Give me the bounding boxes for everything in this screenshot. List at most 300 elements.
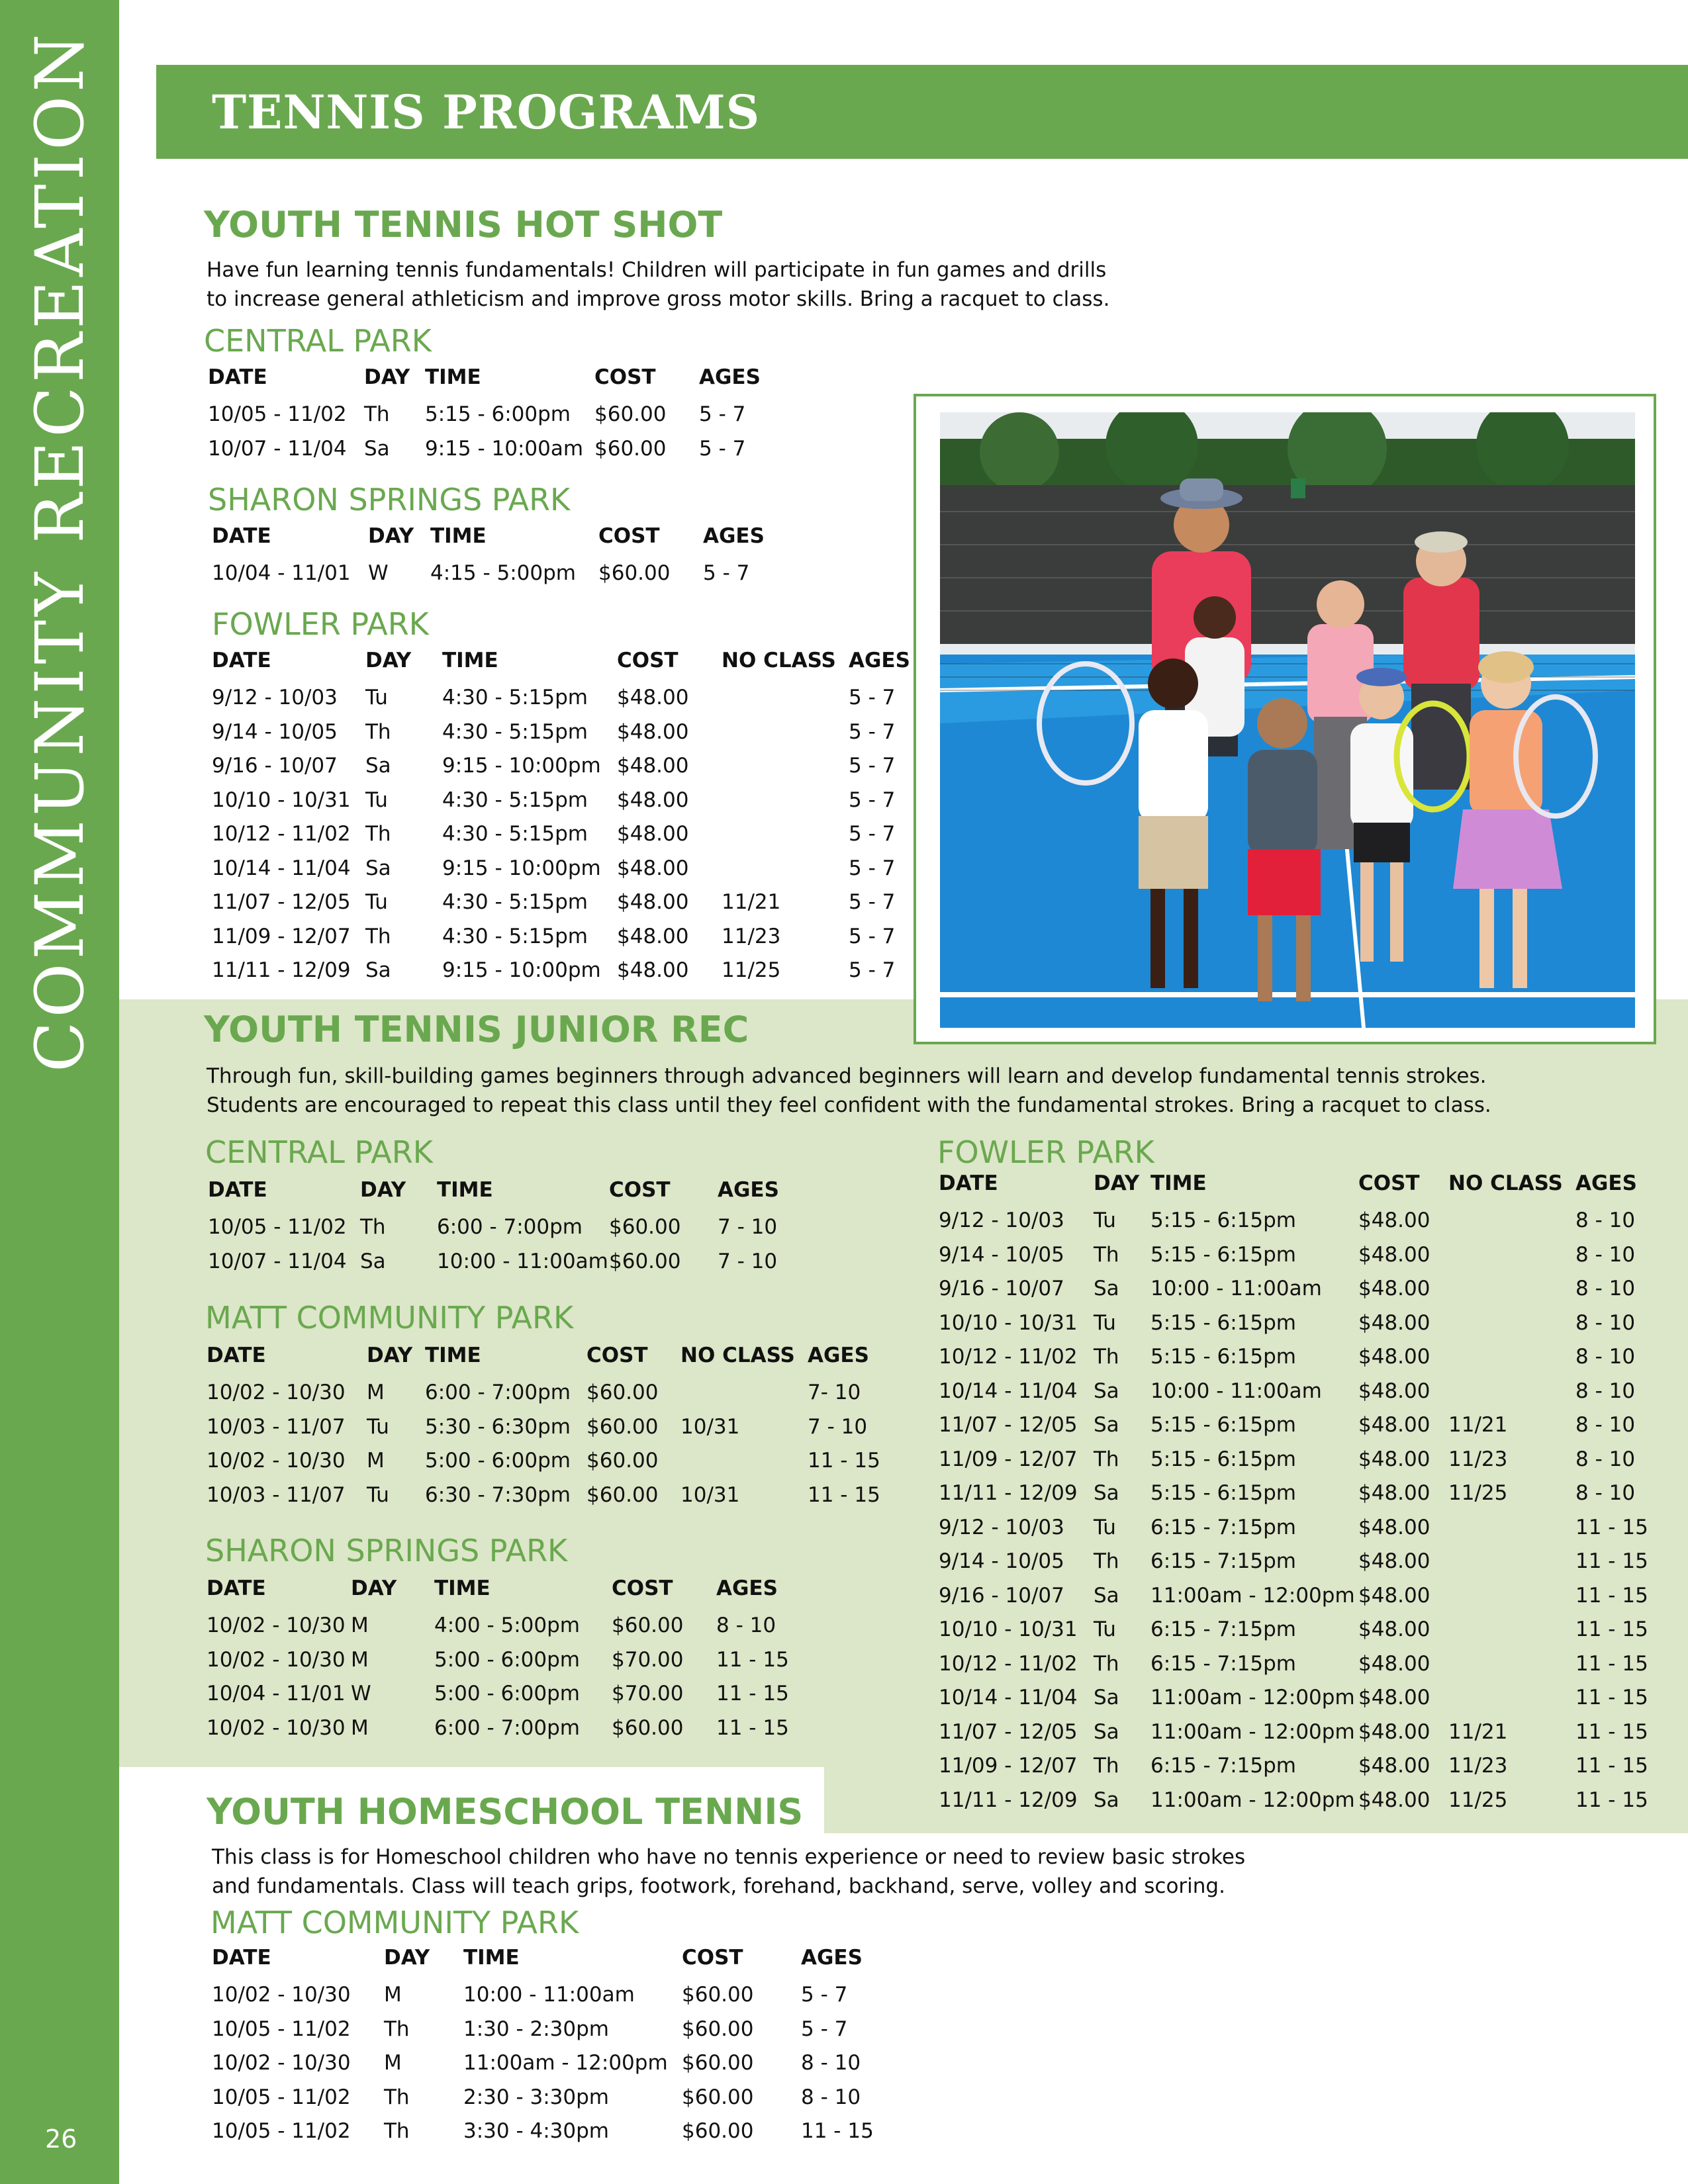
column-header: AGES (703, 524, 765, 548)
column-header: TIME (430, 524, 487, 548)
column-header: DAY (351, 1576, 397, 1600)
table-cell: 4:00 - 5:00pm (434, 1614, 580, 1637)
table-cell: 8 - 10 (801, 2085, 861, 2109)
table-row (212, 1983, 1006, 2012)
column-header: DAY (384, 1946, 430, 1970)
table-cell: 10/03 - 11/07 (207, 1482, 346, 1507)
table-cell: Tu (367, 1414, 389, 1439)
table-cell: 10:00 - 11:00am (437, 1249, 608, 1273)
table-cell: 5 - 7 (849, 822, 896, 846)
table-cell: 11 - 15 (1575, 1549, 1648, 1573)
table-row (212, 856, 1006, 886)
table-cell: 11/21 (1448, 1413, 1508, 1437)
table-cell: 5 - 7 (849, 958, 896, 982)
table-cell: 8 - 10 (1575, 1481, 1636, 1505)
table-cell: 10:00 - 11:00am (1150, 1277, 1322, 1300)
table-cell: 4:30 - 5:15pm (442, 686, 588, 709)
table-cell: 11/09 - 12/07 (939, 1754, 1078, 1778)
table-cell: Th (1094, 1242, 1119, 1267)
table-row (939, 1720, 1688, 1749)
table-cell: $60.00 (609, 1215, 681, 1239)
table-cell: 5 - 7 (849, 788, 896, 812)
table-cell: 9/14 - 10/05 (939, 1242, 1064, 1267)
table-cell: 10/31 (680, 1414, 740, 1439)
table-row (212, 754, 1006, 783)
table-cell: $48.00 (1358, 1379, 1430, 1403)
table-cell: $60.00 (682, 1983, 754, 2007)
homeschool-matt-park-name: MATT COMMUNITY PARK (211, 1905, 579, 1940)
table-row (207, 1483, 1001, 1512)
table-cell: 9:15 - 10:00pm (442, 754, 601, 778)
table-cell: Sa (1094, 1583, 1119, 1608)
table-cell: 5 - 7 (699, 402, 746, 426)
column-header: DAY (364, 365, 410, 389)
column-header: DATE (208, 1178, 267, 1202)
table-row (212, 890, 1006, 919)
table-cell: 11 - 15 (1575, 1788, 1648, 1812)
table-cell: $60.00 (586, 1381, 659, 1404)
table-cell: 10/07 - 11/04 (208, 436, 347, 461)
table-cell: 9/12 - 10/03 (939, 1515, 1064, 1539)
table-cell: $48.00 (1358, 1447, 1430, 1471)
table-row (212, 720, 1006, 749)
table-cell: $60.00 (682, 2119, 754, 2143)
table-row (208, 1215, 1002, 1244)
table-cell: $48.00 (617, 924, 689, 948)
table-header-row (939, 1171, 1688, 1201)
column-header: TIME (425, 365, 481, 389)
table-cell: 11/25 (1448, 1481, 1508, 1505)
table-cell: $60.00 (612, 1614, 684, 1637)
column-header: AGES (808, 1343, 869, 1367)
table-cell: Sa (360, 1249, 386, 1273)
table-row (939, 1788, 1688, 1817)
table-cell: Th (1094, 1345, 1119, 1369)
table-row (208, 1250, 1002, 1279)
homeschool-desc-line1: This class is for Homeschool children who have no tennis experience or need to review basic strokes (212, 1845, 1246, 1869)
table-cell: 11/23 (1448, 1447, 1508, 1471)
table-cell: 9:15 - 10:00pm (442, 856, 601, 880)
table-row (212, 822, 1006, 851)
hot-shot-fowler-park-name: FOWLER PARK (212, 606, 429, 642)
table-cell: 5 - 7 (849, 890, 896, 914)
table-row (208, 402, 1002, 432)
sidebar (0, 0, 119, 2184)
table-cell: Tu (365, 890, 388, 914)
table-cell: 11/11 - 12/09 (939, 1788, 1078, 1812)
table-row (212, 2051, 1006, 2080)
table-cell: 4:30 - 5:15pm (442, 719, 588, 744)
table-cell: 10/02 - 10/30 (212, 1983, 351, 2007)
table-cell: 5:15 - 6:15pm (1150, 1310, 1296, 1335)
table-cell: Th (1094, 1549, 1119, 1573)
table-cell: 5:30 - 6:30pm (425, 1414, 571, 1439)
table-cell: Th (1094, 1447, 1119, 1471)
sidebar-label: COMMUNITY RECREATION (21, 30, 99, 1072)
table-cell: 8 - 10 (1575, 1379, 1636, 1403)
table-cell: $60.00 (586, 1449, 659, 1473)
table-cell: 10/12 - 11/02 (939, 1651, 1078, 1676)
table-cell: $48.00 (617, 890, 689, 914)
page-number: 26 (45, 2124, 77, 2154)
table-header-row (208, 365, 1002, 394)
table-cell: $48.00 (617, 822, 689, 846)
column-header: DAY (360, 1178, 406, 1202)
table-cell: Tu (1094, 1208, 1116, 1232)
table-cell: 10/12 - 11/02 (939, 1345, 1078, 1369)
table-cell: Tu (1094, 1617, 1116, 1641)
column-header: NO CLASS (1448, 1171, 1563, 1195)
table-cell: Tu (1094, 1310, 1116, 1335)
table-cell: 9/16 - 10/07 (212, 754, 338, 778)
table-row (939, 1243, 1688, 1272)
photo-frame (914, 394, 1656, 1044)
table-cell: $48.00 (617, 958, 689, 982)
table-header-row (207, 1576, 1001, 1606)
column-header: TIME (442, 649, 498, 672)
column-header: DATE (207, 1343, 266, 1367)
table-row (207, 1381, 1001, 1410)
table-cell: 10/05 - 11/02 (212, 2085, 351, 2109)
table-cell: M (351, 1647, 369, 1672)
table-cell: 2:30 - 3:30pm (463, 2085, 609, 2109)
table-cell: 5:15 - 6:00pm (425, 402, 571, 426)
table-cell: 8 - 10 (1575, 1345, 1636, 1369)
table-row (939, 1208, 1688, 1238)
table-cell: M (384, 1983, 402, 2007)
table-cell: $48.00 (1358, 1788, 1430, 1812)
column-header: NO CLASS (680, 1343, 795, 1367)
column-header: DATE (212, 649, 271, 672)
table-cell: W (351, 1682, 371, 1706)
column-header: AGES (849, 649, 910, 672)
junior-matt-park-name: MATT COMMUNITY PARK (205, 1300, 574, 1336)
table-row (212, 561, 1006, 590)
column-header: AGES (699, 365, 761, 389)
table-cell: 10/07 - 11/04 (208, 1249, 347, 1273)
table-cell: 10/02 - 10/30 (207, 1614, 346, 1637)
table-cell: 10/03 - 11/07 (207, 1414, 346, 1439)
table-row (939, 1481, 1688, 1510)
table-cell: Sa (1094, 1788, 1119, 1812)
table-header-row (212, 524, 1006, 553)
table-row (207, 1716, 1001, 1745)
table-row (207, 1449, 1001, 1478)
table-cell: 9/14 - 10/05 (939, 1549, 1064, 1573)
table-row (939, 1754, 1688, 1783)
table-row (212, 925, 1006, 954)
table-cell: 10/14 - 11/04 (939, 1379, 1078, 1403)
page-title: TENNIS PROGRAMS (212, 85, 761, 140)
hot-shot-sharon-park-name: SHARON SPRINGS PARK (208, 482, 571, 518)
table-cell: 11/11 - 12/09 (212, 958, 351, 982)
table-cell: 4:15 - 5:00pm (430, 561, 576, 585)
table-cell: $48.00 (1358, 1481, 1430, 1505)
table-cell: Tu (1094, 1515, 1116, 1539)
table-cell: 5 - 7 (849, 924, 896, 948)
table-cell: 11 - 15 (1575, 1754, 1648, 1778)
table-cell: 11:00am - 12:00pm (463, 2051, 668, 2075)
table-cell: 5:15 - 6:15pm (1150, 1242, 1296, 1267)
table-cell: Sa (1094, 1413, 1119, 1437)
table-cell: 11 - 15 (1575, 1515, 1648, 1539)
table-cell: $70.00 (612, 1647, 684, 1672)
table-cell: 7 - 10 (718, 1249, 778, 1273)
table-cell: Th (1094, 1651, 1119, 1676)
table-cell: 11 - 15 (716, 1715, 789, 1740)
table-row (939, 1345, 1688, 1374)
table-cell: Th (365, 822, 391, 846)
table-row (207, 1682, 1001, 1711)
table-row (212, 686, 1006, 715)
table-row (212, 788, 1006, 817)
table-cell: 10/05 - 11/02 (208, 402, 347, 426)
junior-rec-desc-line1: Through fun, skill-building games beginners through advanced beginners will learn and develop fundamental tennis strokes. (207, 1064, 1487, 1088)
table-cell: 6:00 - 7:00pm (434, 1715, 580, 1740)
table-cell: $48.00 (1358, 1208, 1430, 1232)
table-row (212, 2119, 1006, 2148)
column-header: AGES (1575, 1171, 1637, 1195)
table-cell: 5:00 - 6:00pm (434, 1682, 580, 1706)
table-row (207, 1614, 1001, 1643)
column-header: DATE (212, 524, 271, 548)
table-row (939, 1447, 1688, 1477)
table-cell: $60.00 (594, 402, 667, 426)
table-cell: 10/31 (680, 1482, 740, 1507)
column-header: DAY (367, 1343, 413, 1367)
table-row (939, 1549, 1688, 1578)
table-cell: Sa (365, 754, 391, 778)
table-cell: 5:00 - 6:00pm (434, 1647, 580, 1672)
table-cell: 10/04 - 11/01 (207, 1682, 346, 1706)
table-cell: 11/21 (722, 890, 781, 914)
table-cell: Sa (1094, 1379, 1119, 1403)
table-cell: $60.00 (612, 1715, 684, 1740)
table-cell: 11/07 - 12/05 (939, 1719, 1078, 1744)
column-header: COST (682, 1946, 743, 1970)
table-cell: Sa (364, 436, 390, 461)
column-header: COST (609, 1178, 671, 1202)
junior-rec-title: YOUTH TENNIS JUNIOR REC (204, 1009, 749, 1050)
table-cell: 11/09 - 12/07 (212, 924, 351, 948)
table-row (939, 1516, 1688, 1545)
table-row (939, 1617, 1688, 1647)
table-cell: 10:00 - 11:00am (463, 1983, 635, 2007)
table-cell: 11 - 15 (1575, 1651, 1648, 1676)
table-cell: $48.00 (617, 686, 689, 709)
table-cell: 8 - 10 (1575, 1413, 1636, 1437)
table-cell: $48.00 (617, 719, 689, 744)
table-cell: Sa (1094, 1719, 1119, 1744)
table-cell: $48.00 (1358, 1242, 1430, 1267)
column-header: TIME (434, 1576, 491, 1600)
table-cell: Th (384, 2085, 410, 2109)
table-cell: 7 - 10 (718, 1215, 778, 1239)
table-cell: 5:15 - 6:15pm (1150, 1208, 1296, 1232)
table-cell: 11/07 - 12/05 (939, 1413, 1078, 1437)
table-cell: $48.00 (1358, 1617, 1430, 1641)
table-cell: 6:15 - 7:15pm (1150, 1754, 1296, 1778)
table-cell: 11/25 (1448, 1788, 1508, 1812)
table-cell: 10/14 - 11/04 (939, 1686, 1078, 1709)
table-cell: Th (384, 2119, 410, 2143)
table-header-row (208, 1178, 1002, 1207)
column-header: DATE (939, 1171, 998, 1195)
junior-fowler-park-name: FOWLER PARK (937, 1134, 1154, 1170)
table-header-row (212, 1946, 1006, 1975)
table-cell: 11 - 15 (801, 2119, 874, 2143)
table-cell: 1:30 - 2:30pm (463, 2017, 609, 2041)
column-header: AGES (716, 1576, 778, 1600)
table-cell: 11 - 15 (808, 1449, 880, 1473)
table-cell: 9/16 - 10/07 (939, 1277, 1064, 1300)
table-row (212, 2085, 1006, 2115)
column-header: DATE (212, 1946, 271, 1970)
table-cell: M (384, 2051, 402, 2075)
table-cell: 5 - 7 (849, 686, 896, 709)
table-cell: $48.00 (1358, 1277, 1430, 1300)
table-header-row (207, 1343, 1001, 1373)
table-cell: 8 - 10 (716, 1614, 776, 1637)
table-cell: $48.00 (617, 754, 689, 778)
table-row (939, 1413, 1688, 1442)
table-cell: 7- 10 (808, 1381, 861, 1404)
table-cell: 9/12 - 10/03 (939, 1208, 1064, 1232)
table-cell: 5 - 7 (849, 719, 896, 744)
table-cell: $60.00 (682, 2085, 754, 2109)
column-header: COST (617, 649, 679, 672)
column-header: DATE (208, 365, 267, 389)
table-cell: Th (364, 402, 390, 426)
column-header: DATE (207, 1576, 266, 1600)
table-cell: 6:15 - 7:15pm (1150, 1515, 1296, 1539)
table-cell: 7 - 10 (808, 1414, 868, 1439)
table-row (939, 1652, 1688, 1681)
table-cell: 11 - 15 (716, 1647, 789, 1672)
table-cell: 11:00am - 12:00pm (1150, 1719, 1355, 1744)
table-cell: 5 - 7 (849, 856, 896, 880)
table-cell: 6:00 - 7:00pm (437, 1215, 583, 1239)
table-cell: 3:30 - 4:30pm (463, 2119, 609, 2143)
homeschool-title: YOUTH HOMESCHOOL TENNIS (207, 1791, 804, 1833)
table-cell: 6:00 - 7:00pm (425, 1381, 571, 1404)
hot-shot-desc-line1: Have fun learning tennis fundamentals! Children will participate in fun games and drills (207, 258, 1107, 282)
table-cell: 6:15 - 7:15pm (1150, 1651, 1296, 1676)
column-header: COST (594, 365, 656, 389)
table-cell: $60.00 (682, 2051, 754, 2075)
table-row (939, 1584, 1688, 1613)
table-cell: M (367, 1449, 385, 1473)
table-row (939, 1686, 1688, 1715)
table-cell: 10/02 - 10/30 (207, 1647, 346, 1672)
table-cell: Tu (367, 1482, 389, 1507)
table-cell: 5:15 - 6:15pm (1150, 1413, 1296, 1437)
table-cell: 5:15 - 6:15pm (1150, 1481, 1296, 1505)
hot-shot-central-park-name: CENTRAL PARK (204, 323, 432, 359)
table-cell: M (367, 1381, 385, 1404)
table-cell: 10/05 - 11/02 (212, 2017, 351, 2041)
column-header: DAY (1094, 1171, 1140, 1195)
table-cell: $48.00 (1358, 1754, 1430, 1778)
table-row (212, 2017, 1006, 2046)
column-header: DAY (365, 649, 412, 672)
column-header: AGES (801, 1946, 863, 1970)
table-cell: 11/23 (722, 924, 781, 948)
table-row (207, 1648, 1001, 1677)
hot-shot-title: YOUTH TENNIS HOT SHOT (204, 204, 723, 246)
junior-rec-desc-line2: Students are encouraged to repeat this class until they feel confident with the fundamental strokes. Bring a racquet to class. (207, 1093, 1491, 1117)
table-cell: 8 - 10 (1575, 1447, 1636, 1471)
table-cell: 10/02 - 10/30 (212, 2051, 351, 2075)
table-cell: 8 - 10 (1575, 1310, 1636, 1335)
table-cell: 4:30 - 5:15pm (442, 924, 588, 948)
table-cell: $48.00 (1358, 1651, 1430, 1676)
table-cell: $48.00 (617, 788, 689, 812)
table-header-row (212, 649, 1006, 678)
table-cell: 10/02 - 10/30 (207, 1449, 346, 1473)
table-row (939, 1277, 1688, 1306)
column-header: COST (1358, 1171, 1420, 1195)
table-cell: 10/02 - 10/30 (207, 1715, 346, 1740)
table-cell: Sa (365, 856, 391, 880)
table-cell: $48.00 (1358, 1310, 1430, 1335)
table-cell: 8 - 10 (801, 2051, 861, 2075)
hot-shot-desc-line2: to increase general athleticism and improve gross motor skills. Bring a racquet to class. (207, 287, 1110, 311)
table-cell: 4:30 - 5:15pm (442, 822, 588, 846)
table-cell: 10/10 - 10/31 (939, 1617, 1078, 1641)
table-cell: $70.00 (612, 1682, 684, 1706)
table-cell: W (368, 561, 389, 585)
table-cell: 11/23 (1448, 1754, 1508, 1778)
table-cell: 10/14 - 11/04 (212, 856, 351, 880)
table-cell: 11 - 15 (1575, 1583, 1648, 1608)
table-cell: $60.00 (598, 561, 671, 585)
table-cell: 11 - 15 (808, 1482, 880, 1507)
table-cell: Sa (1094, 1686, 1119, 1709)
table-cell: 11/21 (1448, 1719, 1508, 1744)
table-cell: 10/05 - 11/02 (208, 1215, 347, 1239)
table-cell: M (351, 1614, 369, 1637)
table-cell: 11/09 - 12/07 (939, 1447, 1078, 1471)
table-cell: Th (384, 2017, 410, 2041)
table-cell: Tu (365, 686, 388, 709)
table-cell: 9/14 - 10/05 (212, 719, 338, 744)
table-cell: 5 - 7 (801, 2017, 848, 2041)
column-header: TIME (437, 1178, 493, 1202)
table-cell: 11/25 (722, 958, 781, 982)
table-cell: 5 - 7 (801, 1983, 848, 2007)
table-cell: $60.00 (682, 2017, 754, 2041)
table-cell: $60.00 (609, 1249, 681, 1273)
table-cell: Th (1094, 1754, 1119, 1778)
table-cell: $48.00 (1358, 1686, 1430, 1709)
table-cell: 9:15 - 10:00am (425, 436, 584, 461)
table-cell: 8 - 10 (1575, 1242, 1636, 1267)
table-cell: 9/16 - 10/07 (939, 1583, 1064, 1608)
column-header: TIME (425, 1343, 481, 1367)
table-cell: 10/02 - 10/30 (207, 1381, 346, 1404)
homeschool-desc-line2: and fundamentals. Class will teach grips, footwork, forehand, backhand, serve, volley and scoring. (212, 1874, 1225, 1898)
table-cell: 6:15 - 7:15pm (1150, 1617, 1296, 1641)
table-cell: Sa (365, 958, 391, 982)
table-cell: 8 - 10 (1575, 1277, 1636, 1300)
table-cell: $48.00 (1358, 1345, 1430, 1369)
table-cell: $48.00 (1358, 1719, 1430, 1744)
table-cell: $60.00 (586, 1482, 659, 1507)
junior-central-park-name: CENTRAL PARK (205, 1134, 433, 1170)
column-header: COST (612, 1576, 673, 1600)
table-cell: $48.00 (1358, 1583, 1430, 1608)
